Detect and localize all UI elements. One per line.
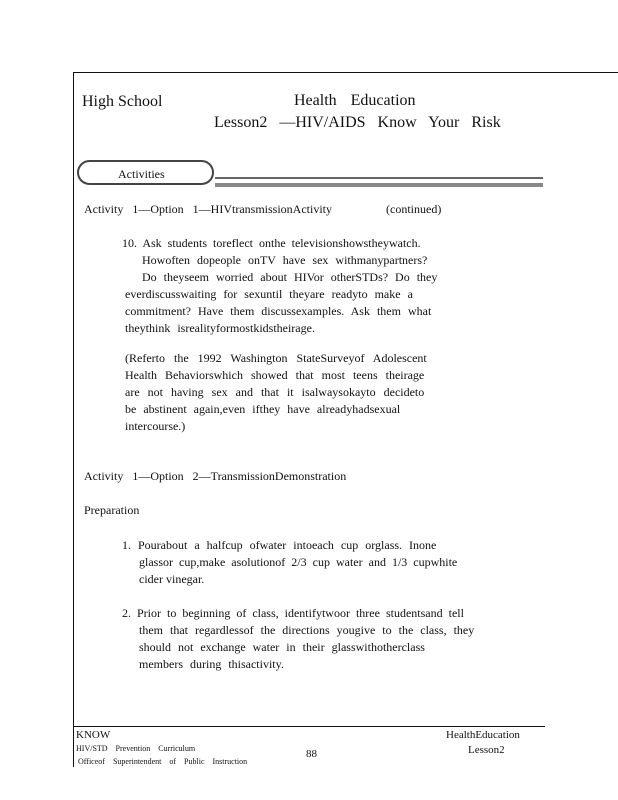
top-rule (73, 72, 618, 73)
refer-line: be abstinent again,even ifthey have alreadyhadsexual (125, 402, 401, 416)
refer-line: (Referto the 1992 Washington StateSurveyof Adolescent (125, 351, 427, 365)
tab-rule-thin (215, 177, 543, 179)
item10-line: commitment? Have them discussexamples. Ask them what (125, 304, 432, 318)
activity1-heading: Activity 1—Option 1—HIVtransmissionActivity (84, 202, 332, 216)
prep-item1-line: 1. Pourabout a halfcup ofwater intoeach cup orglass. Inone (122, 538, 437, 552)
left-rule (73, 72, 74, 767)
header-course: Health Education (294, 92, 416, 109)
footer-health-education: HealthEducation (446, 729, 520, 741)
prep-item2-line: should not exchange water in their glasswithotherclass (139, 640, 425, 654)
item10-line: 10. Ask students toreflect onthe televisionshowstheywatch. (122, 236, 421, 250)
prep-item2-line: members during thisactivity. (139, 657, 284, 671)
section-tab-label: Activities (118, 167, 165, 181)
footer-office: Officeof Superintendent of Public Instruction (78, 757, 248, 766)
activity2-heading: Activity 1—Option 2—TransmissionDemonstration (84, 469, 347, 483)
item10-line: Howoften dopeople onTV have sex withmanypartners? (142, 253, 428, 267)
prep-item2-line: 2. Prior to beginning of class, identifytwoor three studentsand tell (122, 606, 464, 620)
refer-line: are not having sex and that it isalwaysokayto decideto (125, 385, 425, 399)
footer-lesson: Lesson2 (468, 744, 505, 756)
tab-rule-thick (215, 183, 543, 187)
prep-item2-line: them that regardlessof the directions yougive to the class, they (139, 623, 475, 637)
refer-line: intercourse.) (125, 419, 186, 433)
prep-item1-line: cider vinegar. (139, 572, 205, 586)
activity1-continued: (continued) (386, 202, 442, 216)
refer-line: Health Behaviorswhich showed that most teens theirage (125, 368, 425, 382)
item10-line: Do theyseem worried about HIVor otherSTDs? Do they (142, 270, 438, 284)
footer-rule (73, 726, 545, 727)
preparation-heading: Preparation (84, 503, 140, 517)
page-number: 88 (306, 748, 317, 760)
header-lesson: Lesson2 —HIV/AIDS Know Your Risk (214, 114, 501, 131)
footer-know: KNOW (76, 729, 111, 741)
footer-curriculum: HIV/STD Prevention Curriculum (76, 744, 196, 753)
item10-line: theythink isrealityformostkidstheirage. (125, 321, 315, 335)
item10-line: everdiscusswaiting for sexuntil theyare readyto make a (125, 287, 413, 301)
header-school: High School (82, 93, 163, 110)
prep-item1-line: glassor cup,make asolutionof 2/3 cup water and 1/3 cupwhite (139, 555, 458, 569)
